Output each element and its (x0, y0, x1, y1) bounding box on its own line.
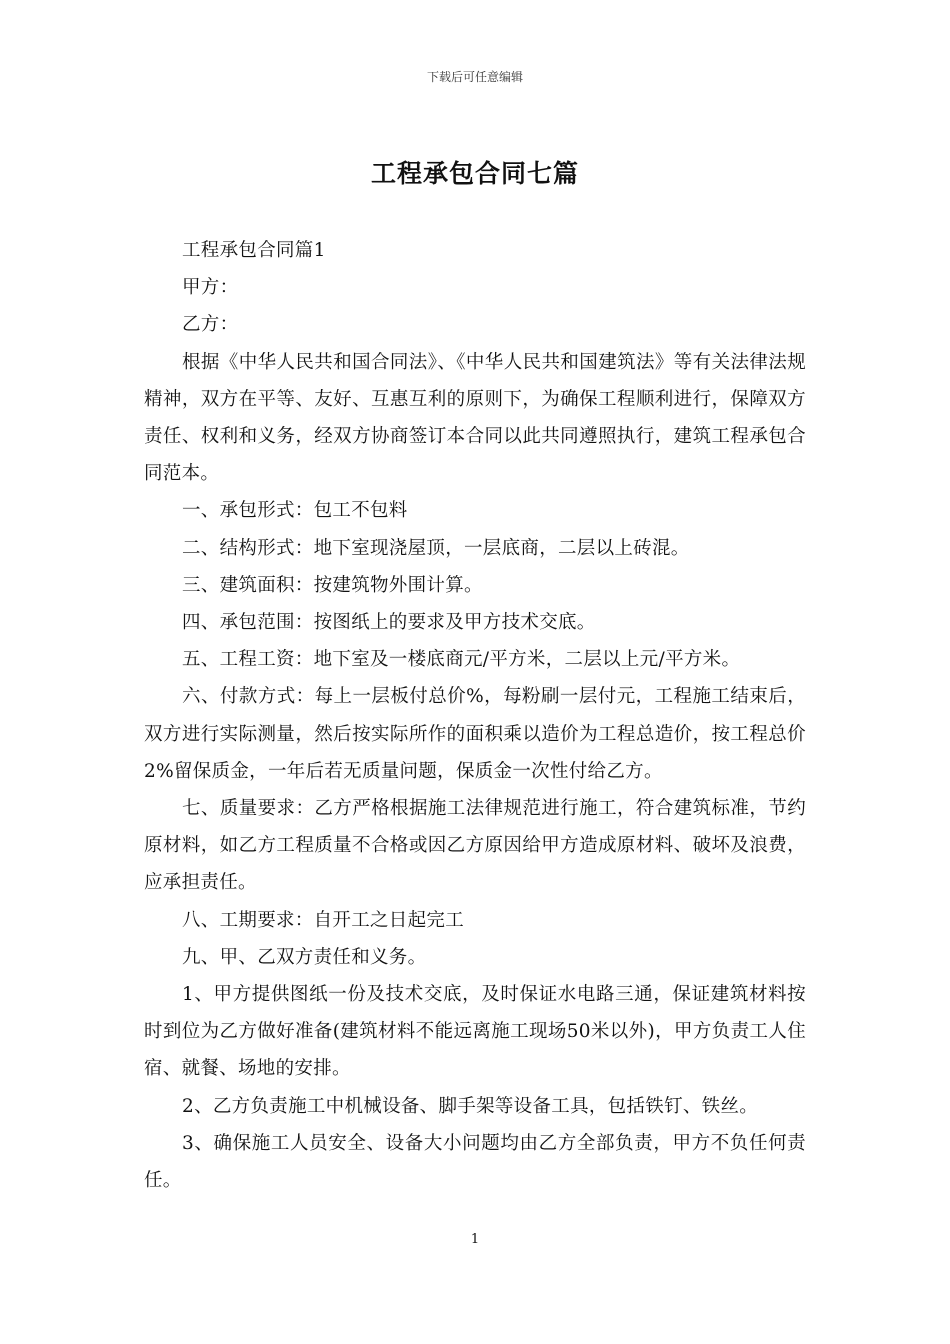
header-note: 下载后可任意编辑 (426, 70, 523, 84)
document-body (144, 232, 806, 1199)
clause-paragraph: 六、付款方式：每上一层板付总价%，每粉刷一层付元，工程施工结束后，双方进行实际测量，然后按实际所作的面积乘以造价为工程总造价，按工程总价2%留保质金，一年后若无质量问题，保质金一次性付给乙方。 (144, 686, 806, 782)
clause-paragraph: 三、建筑面积：按建筑物外围计算。 (182, 574, 483, 596)
section-heading: 工程承包合同篇1 (182, 240, 326, 261)
clause-paragraph: 七、质量要求：乙方严格根据施工法律规范进行施工，符合建筑标准，节约原材料，如乙方工程质量不合格或因乙方原因给甲方造成原材料、破坏及浪费，应承担责任。 (144, 798, 806, 894)
clause-paragraph: 八、工期要求：自开工之日起完工 (182, 909, 465, 931)
party-a-line: 甲方： (182, 277, 239, 299)
sub-clause-paragraph: 3、确保施工人员安全、设备大小问题均由乙方全部负责，甲方不负任何责任。 (144, 1132, 806, 1192)
sub-clause-paragraph: 1、甲方提供图纸一份及技术交底，及时保证水电路三通，保证建筑材料按时到位为乙方做好准备(建筑材料不能远离施工现场50米以外)，甲方负责工人住宿、就餐、场地的安排。 (144, 984, 806, 1080)
sub-clause-paragraph: 2、乙方负责施工中机械设备、脚手架等设备工具，包括铁钉、铁丝。 (182, 1095, 759, 1117)
document-title: 工程承包合同七篇 (370, 159, 579, 188)
party-b-line: 乙方： (182, 314, 239, 336)
clause-paragraph: 四、承包范围：按图纸上的要求及甲方技术交底。 (182, 612, 596, 634)
page-number: 1 (470, 1232, 480, 1247)
clause-paragraph: 二、结构形式：地下室现浇屋顶，一层底商，二层以上砖混。 (182, 537, 690, 559)
preamble-paragraph: 根据《中华人民共和国合同法》、《中华人民共和国建筑法》等有关法律法规精神，双方在平等、友好、互惠互利的原则下，为确保工程顺利进行，保障双方责任、权利和义务，经双方协商签订本合同以此共同遵照执行，建筑工程承包合同范本。 (144, 351, 806, 485)
clause-paragraph: 五、工程工资：地下室及一楼底商元/平方米，二层以上元/平方米。 (182, 649, 741, 671)
clause-paragraph: 九、甲、乙双方责任和义务。 (182, 946, 427, 968)
clause-paragraph: 一、承包形式：包工不包料 (182, 500, 408, 522)
